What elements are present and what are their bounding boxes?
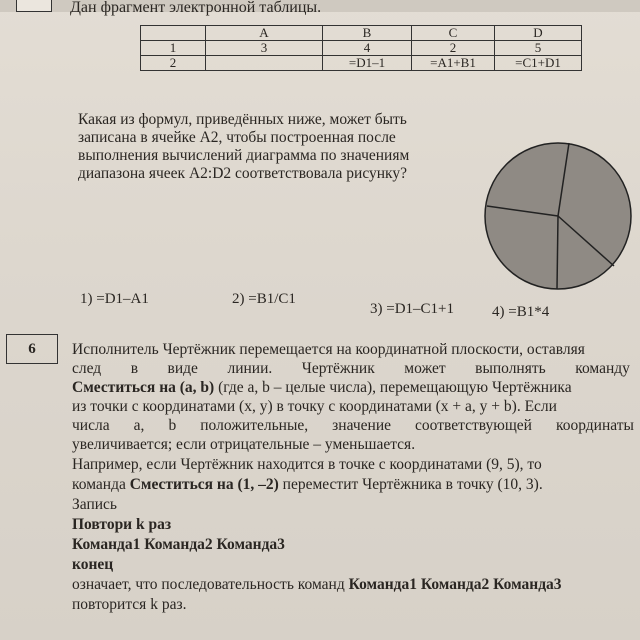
- task-header: Дан фрагмент электронной таблицы.: [70, 0, 322, 16]
- text: (где a, b – целые числа), перемещающую Чертёжника: [214, 379, 572, 396]
- question-line: выполнения вычислений диаграмма по значениям: [78, 147, 410, 164]
- text: означает, что последовательность команд: [72, 576, 349, 593]
- word: соответствующей: [415, 417, 532, 434]
- question-line: записана в ячейке A2, чтобы построенная после: [78, 129, 396, 146]
- word: числа: [72, 417, 110, 434]
- word: координаты: [556, 417, 634, 434]
- task-number-box: 6: [6, 334, 58, 364]
- task6-line: Например, если Чертёжник находится в точке с координатами (9, 5), то: [72, 456, 542, 473]
- answer-option-4: 4) =B1*4: [492, 304, 550, 320]
- table-cell: =C1+D1: [495, 56, 582, 71]
- answer-option-3: 3) =D1–C1+1: [370, 301, 455, 317]
- table-row: [141, 56, 582, 71]
- word: в: [130, 360, 139, 377]
- table-cell: [206, 56, 323, 71]
- task6-line: [72, 380, 572, 396]
- answer-option-2: 2) =B1/C1: [232, 291, 296, 307]
- pie-slice-divider: [557, 216, 558, 289]
- task6-line-justified: [72, 418, 634, 434]
- spreadsheet-fragment: [140, 25, 582, 71]
- task6-line: Запись: [72, 496, 117, 513]
- table-cell: 4: [323, 41, 412, 56]
- word: может: [404, 360, 446, 377]
- text: команда: [72, 476, 130, 493]
- table-cell: 1: [141, 41, 206, 56]
- table-cell: [141, 26, 206, 41]
- word: выполнять: [475, 360, 546, 377]
- task6-line: увеличивается; если отрицательные – уменьшается.: [72, 436, 416, 453]
- word: след: [72, 360, 102, 377]
- word: положительные,: [200, 417, 309, 434]
- command-list: Команда1 Команда2 Команда3: [348, 576, 562, 593]
- task6-line: Исполнитель Чертёжник перемещается на координатной плоскости, оставляя: [72, 341, 585, 358]
- word: a,: [133, 417, 145, 434]
- table-header-row: [141, 26, 582, 41]
- command-name: Сместиться на (a, b): [72, 379, 215, 396]
- task6-line: [72, 477, 543, 493]
- table-cell: =D1–1: [323, 56, 412, 71]
- word: команду: [575, 360, 630, 377]
- word: значение: [332, 417, 391, 434]
- word: виде: [167, 360, 198, 377]
- table-cell: C: [412, 26, 495, 41]
- table-cell: D: [495, 26, 582, 41]
- task6-line: [72, 577, 562, 593]
- word: b: [168, 417, 177, 434]
- table-cell: 5: [495, 41, 582, 56]
- word: Чертёжник: [301, 360, 375, 377]
- task-number-box-top: [16, 0, 52, 12]
- pie-chart: [484, 140, 640, 306]
- table-cell: 2: [141, 56, 206, 71]
- table-row: [141, 41, 582, 56]
- table-cell: B: [323, 26, 412, 41]
- code-end: конец: [72, 556, 114, 573]
- answer-option-1: 1) =D1–A1: [80, 291, 149, 307]
- task6-line: из точки с координатами (x, y) в точку с координатами (x + a, y + b). Если: [72, 398, 557, 415]
- table-cell: 2: [412, 41, 495, 56]
- text: переместит Чертёжника в точку (10, 3).: [278, 476, 543, 493]
- table-cell: 3: [206, 41, 323, 56]
- code-commands: Команда1 Команда2 Команда3: [72, 536, 285, 553]
- question-line: диапазона ячеек A2:D2 соответствовала рисунку?: [78, 165, 407, 182]
- table-cell: =A1+B1: [412, 56, 495, 71]
- word: линии.: [227, 360, 273, 377]
- command-name: Сместиться на (1, –2): [129, 476, 279, 493]
- question-line: Какая из формул, приведённых ниже, может быть: [78, 111, 407, 128]
- task6-line: повторится k раз.: [72, 596, 187, 613]
- task6-line-justified: [72, 361, 630, 377]
- code-repeat: Повтори k раз: [72, 516, 172, 533]
- table-cell: A: [206, 26, 323, 41]
